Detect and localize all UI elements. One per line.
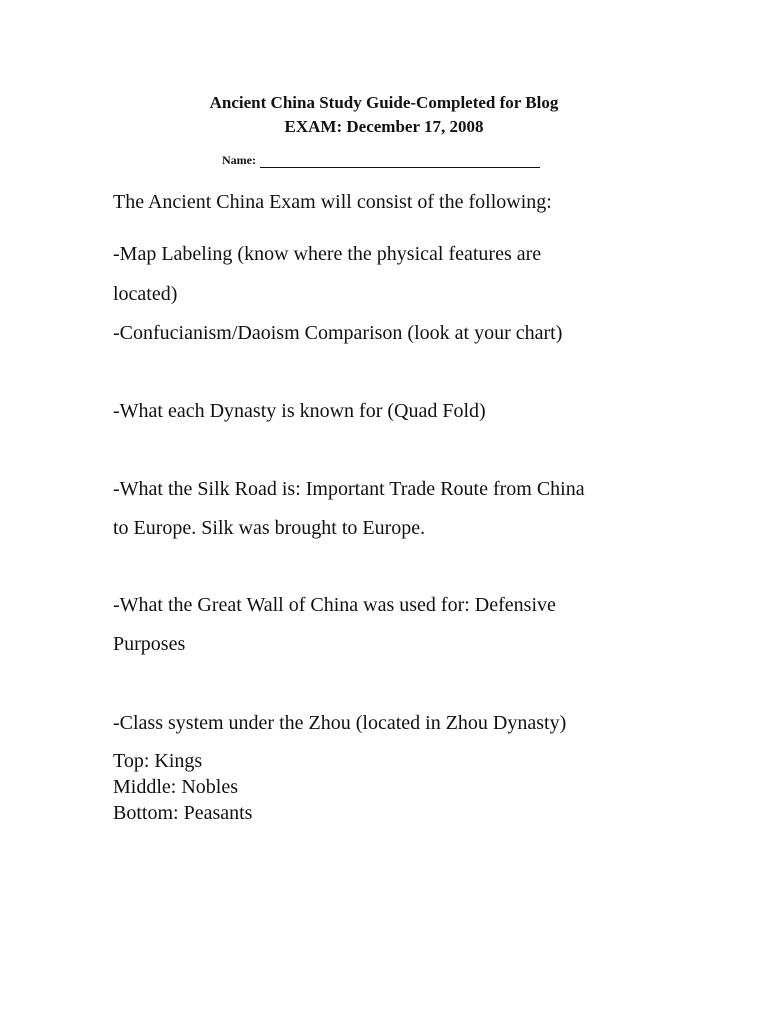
class-level-bottom: Bottom: Peasants — [113, 802, 253, 824]
class-level-top: Top: Kings — [113, 750, 203, 772]
item-silk-road-line2: to Europe. Silk was brought to Europe. — [113, 517, 426, 539]
class-level-middle: Middle: Nobles — [113, 776, 238, 798]
document-title: Ancient China Study Guide-Completed for Blog — [209, 93, 559, 112]
item-class-system: -Class system under the Zhou (located in Zhou Dynasty) — [113, 712, 567, 734]
name-field-row — [222, 153, 540, 168]
item-great-wall-line2: Purposes — [113, 633, 186, 655]
item-confucianism: -Confucianism/Daoism Comparison (look at your chart) — [113, 322, 563, 344]
class-levels-list — [113, 748, 252, 826]
item-silk-road-line1: -What the Silk Road is: Important Trade Route from China — [113, 478, 585, 500]
item-dynasty: -What each Dynasty is known for (Quad Fold) — [113, 400, 486, 422]
item-map-labeling-line1: -Map Labeling (know where the physical features are — [113, 243, 542, 265]
item-great-wall-line1: -What the Great Wall of China was used for: Defensive — [113, 594, 556, 616]
intro-text: The Ancient China Exam will consist of the following: — [113, 191, 552, 213]
exam-date: EXAM: December 17, 2008 — [284, 117, 484, 136]
item-map-labeling-line2: located) — [113, 283, 178, 305]
name-blank-line — [260, 153, 540, 168]
name-label: Name: — [222, 153, 256, 167]
